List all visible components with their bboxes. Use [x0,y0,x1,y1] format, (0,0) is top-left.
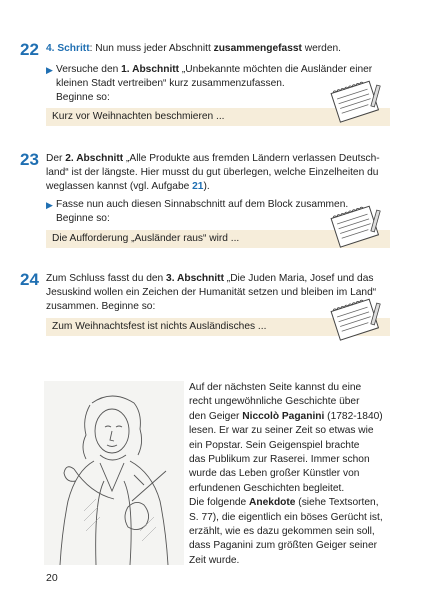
intro-text: ). [203,181,210,192]
paragraph-line: ein Popstar. Sein Geigenspiel brachte [189,439,360,451]
task-reference: 21 [192,181,204,192]
instruction-line: kleinen Stadt vertreiben“ kurz zusammenzufassen. [56,78,285,89]
name-bold: Niccolò Paganini [242,410,325,422]
instruction-text: Versuche den [56,64,122,75]
term-bold: Anekdote [249,497,296,509]
bullet-arrow-icon: ▶ [46,200,53,210]
answer-box: Kurz vor Weihnachten beschmieren ... [46,108,390,126]
intro-text: Zum Schluss fasst du den [46,273,167,284]
paragraph-line: das Publikum zur Raserei. Immer schon [189,454,370,466]
paragraph-line: S. 77), die eigentlich ein böses Gerücht ist, [189,511,383,523]
paragraph-text: den Geiger [189,410,243,422]
intro-text: „Die Juden Maria, Josef und das [223,273,374,284]
paragraph-text: Die folgende [189,497,250,509]
intro-bold: zusammengefasst [213,43,302,54]
paragraph-line: dass Paganini zum größten Geiger seiner [189,540,378,552]
intro-line: Jesuskind wollen ein Zeichen der Humanität setzen und bleiben im Land“ [46,287,377,298]
notepad-pencil-icon [327,205,387,249]
step-label: 4. Schritt [46,43,90,54]
answer-box: Die Aufforderung „Ausländer raus“ wird ... [46,230,390,248]
task-intro [46,42,391,56]
intro-text: weglassen kannst (vgl. Aufgabe [46,181,193,192]
paragraph-line: erzählt, wie es dazu gekommen sein soll, [189,526,375,538]
paragraph-line: Zeit wurde. [189,554,240,566]
paragraph-line: lesen. Er war zu seiner Zeit so etwas wie [189,425,374,437]
task-number: 24 [20,270,39,289]
paragraph-line: wurde das Leben großer Künstler von [189,468,360,480]
notepad-pencil-icon [327,298,387,342]
section-ref: 1. Abschnitt [121,64,180,75]
section-ref: 2. Abschnitt [65,153,124,164]
intro-text: „Alle Produkte aus fremden Ländern verlassen Deutsch- [123,153,380,164]
instruction-line: Beginne so: [56,213,110,224]
task-intro [46,152,391,194]
intro-text: : Nun muss jeder Abschnitt [89,43,214,54]
intro-line: zusammen. Beginne so: [46,301,156,312]
paragraph-line: Auf der nächsten Seite kannst du eine [189,382,362,393]
task-number: 22 [20,40,39,59]
answer-box: Zum Weihnachtsfest ist nichts Ausländisches ... [46,318,390,336]
intro-text-end: werden. [301,43,342,54]
paragraph-line: recht ungewöhnliche Geschichte über [189,396,360,408]
paragraph-text: (siehe Textsorten, [295,497,379,509]
section-ref: 3. Abschnitt [166,273,224,284]
instruction-line: Beginne so: [56,92,110,103]
intro-line: land“ ist der längste. Hier musst du gut überlegen, welche Einzelheiten du [46,167,379,178]
intro-text: Der [46,153,66,164]
intro-paragraph [189,381,389,568]
task-number: 23 [20,150,39,169]
page-number: 20 [46,572,58,584]
notepad-pencil-icon [327,80,387,124]
paganini-portrait [44,381,184,565]
instruction-line: Fasse nun auch diesen Sinnabschnitt auf dem Block zusammen. [56,199,349,210]
portrait-sketch [44,381,184,565]
instruction-text: „Unbekannte möchten die Ausländer einer [179,64,373,75]
paragraph-line: erfundenen Geschichten begleitet. [189,482,345,494]
paragraph-text: (1782-1840) [324,410,383,422]
bullet-arrow-icon: ▶ [46,65,53,75]
